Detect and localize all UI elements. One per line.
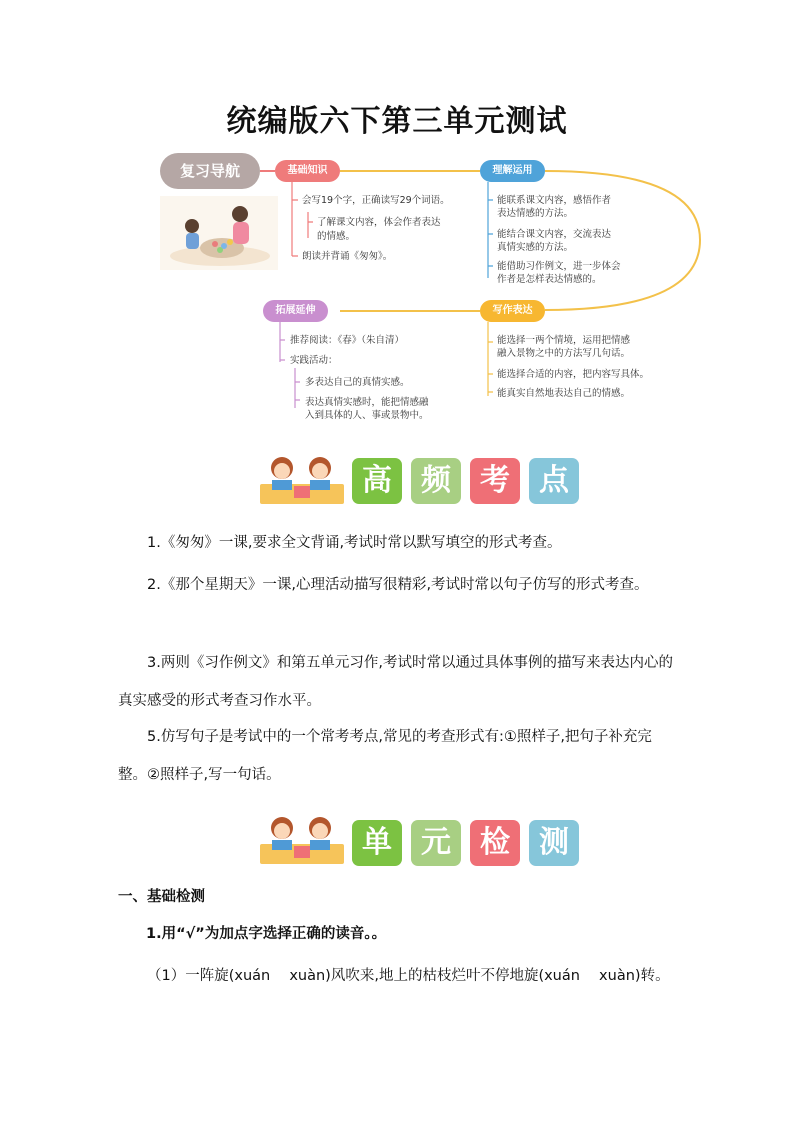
basic-item: 会写19个字，正确读写29个词语。 <box>302 195 450 206</box>
basic-item: 的情感。 <box>317 231 356 242</box>
understand-item: 能结合课文内容，交流表达 <box>497 229 612 240</box>
students-reading-illustration <box>258 450 346 508</box>
understand-item: 作者是怎样表达情感的。 <box>497 274 602 285</box>
basic-item: 朗读并背诵《匆匆》。 <box>302 251 393 262</box>
banner-char: 考 <box>470 458 520 504</box>
section-heading: 一、基础检测 <box>118 889 205 905</box>
banner-char: 高 <box>352 458 402 504</box>
page-title: 统编版六下第三单元测试 <box>226 104 568 139</box>
banner-char: 点 <box>529 458 579 504</box>
understand-item: 表达情感的方法。 <box>497 208 574 219</box>
key-point-3: 3.两则《习作例文》和第五单元习作,考试时常以通过具体事例的描写来表达内心的真实感受的形式考查习作水平。 <box>118 655 673 709</box>
understand-item: 能借助习作例文，进一步体会 <box>497 261 621 272</box>
write-item: 能真实自然地表达自己的情感。 <box>497 388 631 399</box>
node-writing: 写作表达 <box>480 300 545 322</box>
key-point-5: 5.仿写句子是考试中的一个常考考点,常见的考查形式有:①照样子,把句子补充完整。②照样子,写一句话。 <box>118 729 652 783</box>
mindmap-center: 复习导航 <box>160 153 260 189</box>
question-1: 1.用“√”为加点字选择正确的读音。。 <box>146 926 387 942</box>
key-point-1: 1.《匆匆》一课,要求全文背诵,考试时常以默写填空的形式考查。 <box>147 535 562 551</box>
node-understanding: 理解运用 <box>480 160 545 182</box>
write-item: 融入景物之中的方法写几句话。 <box>497 348 631 359</box>
banner-char: 测 <box>529 820 579 866</box>
understand-item: 能联系课文内容，感悟作者 <box>497 195 612 206</box>
question-1-1: （1）一阵旋(xuán xuàn)风吹来,地上的枯枝烂叶不停地旋(xuán xuàn)转。 <box>147 968 670 984</box>
basic-item: 了解课文内容，体会作者表达 <box>317 217 441 228</box>
banner-char: 元 <box>411 820 461 866</box>
extend-item: 推荐阅读：《春》（朱自清） <box>290 335 405 346</box>
node-extension: 拓展延伸 <box>263 300 328 322</box>
extend-item: 实践活动： <box>290 355 338 366</box>
write-item: 能选择一两个情境，运用把情感 <box>497 335 631 346</box>
students-reading-illustration <box>258 810 346 868</box>
extend-item: 表达真情实感时，能把情感融 <box>305 397 429 408</box>
banner-char: 频 <box>411 458 461 504</box>
banner-char: 单 <box>352 820 402 866</box>
write-item: 能选择合适的内容，把内容写具体。 <box>497 369 650 380</box>
banner-char: 检 <box>470 820 520 866</box>
children-illustration <box>160 196 278 270</box>
node-basic-knowledge: 基础知识 <box>275 160 340 182</box>
understand-item: 真情实感的方法。 <box>497 242 574 253</box>
extend-item: 入到具体的人、事或景物中。 <box>305 410 429 421</box>
extend-item: 多表达自己的真情实感。 <box>305 377 410 388</box>
key-point-2: 2.《那个星期天》一课,心理活动描写很精彩,考试时常以句子仿写的形式考查。 <box>147 577 649 593</box>
